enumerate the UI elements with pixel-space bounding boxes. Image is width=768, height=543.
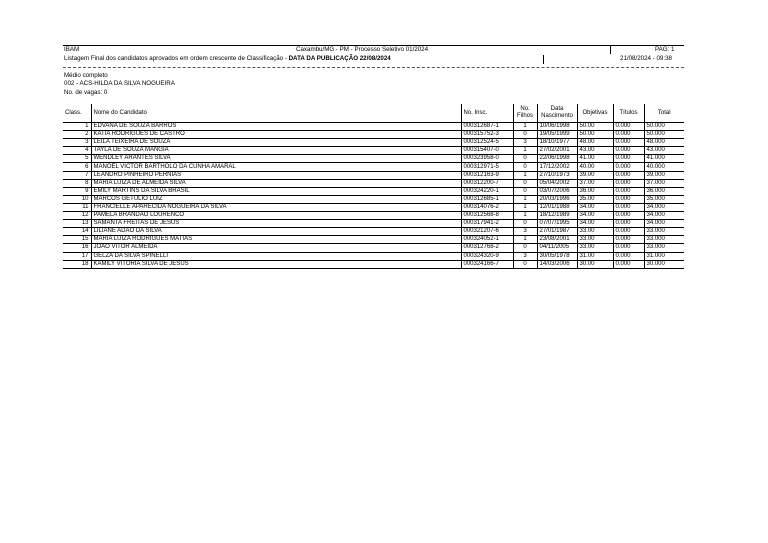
col-header-name: Nome do Candidato (91, 104, 461, 123)
cell-titulos: 0.000 (613, 155, 644, 163)
cell-titulos: 0.000 (613, 203, 644, 211)
cell-nasc: 30/05/1978 (537, 252, 577, 260)
cell-insc: 000324052-1 (461, 236, 513, 244)
cell-name: EMILY MARTINS DA SILVA BRASIL (91, 187, 461, 195)
cell-class: 18 (63, 260, 91, 268)
cell-class: 16 (63, 244, 91, 252)
cell-name: KATIA RODRIGUES DE CASTRO (91, 131, 461, 139)
results-table (63, 104, 684, 269)
cell-titulos: 0.000 (613, 195, 644, 203)
cell-filhos: 3 (513, 139, 537, 147)
cell-nasc: 12/01/1988 (537, 203, 577, 211)
cell-total: 33.000 (644, 236, 684, 244)
cell-name: EDVANA DE SOUZA BARROS (91, 123, 461, 131)
cell-nasc: 14/03/2006 (537, 260, 577, 268)
table-row (63, 187, 684, 195)
cell-insc: 000312685-1 (461, 195, 513, 203)
cell-filhos: 1 (513, 212, 537, 220)
cell-nasc: 20/03/1996 (537, 195, 577, 203)
table-row (63, 220, 684, 228)
cell-total: 34.000 (644, 203, 684, 211)
col-header-filhos-line2: Filhos (516, 113, 533, 119)
cell-titulos: 0.000 (613, 260, 644, 268)
cell-objetivas: 34.00 (577, 203, 613, 211)
cell-titulos: 0.000 (613, 187, 644, 195)
cell-class: 3 (63, 139, 91, 147)
listing-subtitle-regular: Listagem Final dos candidatos aprovados em ordem crescente de Classificação - (64, 55, 289, 62)
table-row (63, 228, 684, 236)
col-header-insc: No. Insc. (461, 104, 513, 123)
cell-name: MARIA LUIZA DE ALMEIDA SILVA (91, 179, 461, 187)
cell-insc: 000324220-1 (461, 187, 513, 195)
cell-titulos: 0.000 (613, 147, 644, 155)
cell-total: 39.000 (644, 171, 684, 179)
cell-name: MANOEL VICTOR BARTHOLO DA CUNHA AMARAL (91, 163, 461, 171)
cell-objetivas: 33.00 (577, 244, 613, 252)
cell-filhos: 1 (513, 171, 537, 179)
cell-objetivas: 43.00 (577, 147, 613, 155)
cell-total: 33.000 (644, 228, 684, 236)
table-row (63, 147, 684, 155)
cell-insc: 000312568-8 (461, 212, 513, 220)
cell-titulos: 0.000 (613, 244, 644, 252)
cell-nasc: 17/12/2002 (537, 163, 577, 171)
cell-objetivas: 39.00 (577, 171, 613, 179)
cell-name: TAYLA DE SOUZA MANGIA (91, 147, 461, 155)
cell-objetivas: 36.00 (577, 187, 613, 195)
table-row (63, 123, 684, 131)
cell-total: 30.000 (644, 260, 684, 268)
cell-objetivas: 48.00 (577, 139, 613, 147)
education-level: Médio completo (64, 72, 108, 79)
generated-datetime: 21/08/2024 - 09:38 (620, 55, 672, 62)
cell-titulos: 0.000 (613, 163, 644, 171)
col-header-titulos: Títulos (613, 104, 644, 123)
cell-titulos: 0.000 (613, 131, 644, 139)
cell-total: 36.000 (644, 187, 684, 195)
cell-name: SAMANTA FREITAS DE JESUS (91, 220, 461, 228)
cell-insc: 000323958-0 (461, 155, 513, 163)
cell-titulos: 0.000 (613, 220, 644, 228)
cell-titulos: 0.000 (613, 179, 644, 187)
cell-total: 34.000 (644, 212, 684, 220)
cell-total: 35.000 (644, 195, 684, 203)
header-divider-1 (610, 45, 611, 54)
cell-titulos: 0.000 (613, 171, 644, 179)
cell-name: FRANCIELLE APARECIDA NOGUEIRA DA SILVA (91, 203, 461, 211)
cell-nasc: 05/04/2002 (537, 179, 577, 187)
cell-nasc: 19/05/1999 (537, 131, 577, 139)
table-body (63, 123, 684, 269)
table-row (63, 252, 684, 260)
table-row (63, 131, 684, 139)
cell-objetivas: 34.00 (577, 220, 613, 228)
cell-objetivas: 34.00 (577, 212, 613, 220)
cell-insc: 000312200-7 (461, 179, 513, 187)
cell-nasc: 18/12/1989 (537, 212, 577, 220)
table-row (63, 155, 684, 163)
table-row (63, 195, 684, 203)
cell-name: PAMELA BRANDAO LOURENCO (91, 212, 461, 220)
cell-total: 50.000 (644, 131, 684, 139)
cell-class: 10 (63, 195, 91, 203)
table-row (63, 139, 684, 147)
table-row (63, 212, 684, 220)
cell-titulos: 0.000 (613, 236, 644, 244)
cell-filhos: 0 (513, 187, 537, 195)
cell-insc: 000321207-6 (461, 228, 513, 236)
col-header-total: Total (644, 104, 684, 123)
cell-insc: 000315752-3 (461, 131, 513, 139)
col-header-class: Class. (65, 109, 82, 116)
cell-filhos: 0 (513, 131, 537, 139)
cell-name: KAMILY VITORIA SILVA DE JESUS (91, 260, 461, 268)
cell-total: 41.000 (644, 155, 684, 163)
cell-insc: 000312687-1 (461, 123, 513, 131)
col-header-nasc (537, 104, 577, 123)
cell-nasc: 04/11/2005 (537, 244, 577, 252)
col-header-nasc-line2: Nascimento (541, 113, 573, 119)
cell-insc: 000324320-9 (461, 252, 513, 260)
cell-class: 8 (63, 179, 91, 187)
cell-class: 4 (63, 147, 91, 155)
cell-titulos: 0.000 (613, 123, 644, 131)
col-header-filhos-line1: No. (520, 106, 530, 112)
cell-filhos: 1 (513, 236, 537, 244)
header-divider-2 (543, 55, 544, 64)
cell-objetivas: 35.00 (577, 195, 613, 203)
cell-name: LILIANE ADAO DA SILVA (91, 228, 461, 236)
cell-class: 11 (63, 203, 91, 211)
cell-class: 9 (63, 187, 91, 195)
cell-objetivas: 30.00 (577, 260, 613, 268)
cell-nasc: 22/06/1998 (537, 155, 577, 163)
col-header-nasc-line1: Data (550, 106, 564, 112)
cell-insc: 000312524-5 (461, 139, 513, 147)
cell-nasc: 23/08/2001 (537, 236, 577, 244)
cell-total: 31.000 (644, 252, 684, 260)
cell-filhos: 0 (513, 155, 537, 163)
vacancies-count: No. de vagas: 0 (64, 89, 108, 96)
cell-filhos: 3 (513, 228, 537, 236)
cell-total: 34.000 (644, 220, 684, 228)
cell-objetivas: 50.00 (577, 123, 613, 131)
cell-class: 5 (63, 155, 91, 163)
cell-insc: 000312163-9 (461, 171, 513, 179)
cell-filhos: 1 (513, 123, 537, 131)
cell-filhos: 0 (513, 220, 537, 228)
cell-objetivas: 50.00 (577, 131, 613, 139)
cell-objetivas: 31.00 (577, 252, 613, 260)
cell-filhos: 1 (513, 195, 537, 203)
header-bottom-rule (63, 67, 684, 68)
cell-class: 17 (63, 252, 91, 260)
page-number: PAG: 1 (655, 46, 675, 53)
cell-total: 48.000 (644, 139, 684, 147)
cell-name: JOAO VITOR ALMEIDA (91, 244, 461, 252)
table-header (63, 104, 684, 123)
cell-objetivas: 41.00 (577, 155, 613, 163)
cell-class: 15 (63, 236, 91, 244)
cell-filhos: 0 (513, 163, 537, 171)
cell-total: 43.000 (644, 147, 684, 155)
process-title: Caxambu/MG - PM - Processo Seletivo 01/2024 (296, 46, 429, 53)
col-header-filhos (513, 104, 537, 123)
cell-filhos: 0 (513, 260, 537, 268)
cell-class: 13 (63, 220, 91, 228)
cell-class: 12 (63, 212, 91, 220)
cell-insc: 000315407-0 (461, 147, 513, 155)
col-header-objetivas: Objetivas (577, 104, 613, 123)
cell-name: WENDLEY ARANTES SILVA (91, 155, 461, 163)
cell-total: 50.000 (644, 123, 684, 131)
cell-insc: 000324166-7 (461, 260, 513, 268)
cell-insc: 000312971-5 (461, 163, 513, 171)
publication-date: DATA DA PUBLICAÇÃO 22/08/2024 (288, 55, 391, 62)
cell-objetivas: 37.00 (577, 179, 613, 187)
cell-insc: 000312768-2 (461, 244, 513, 252)
cell-titulos: 0.000 (613, 252, 644, 260)
cell-nasc: 18/10/1977 (537, 139, 577, 147)
cell-titulos: 0.000 (613, 228, 644, 236)
table-row (63, 236, 684, 244)
cell-name: GELZA DA SILVA SPINELLI (91, 252, 461, 260)
cell-name: LEANDRO PINHEIRO PERNIAS (91, 171, 461, 179)
table-row (63, 260, 684, 268)
cell-name: LEILA TEIXEIRA DE SOUZA (91, 139, 461, 147)
table-header-row (63, 104, 684, 123)
cell-filhos: 0 (513, 179, 537, 187)
table-row (63, 244, 684, 252)
cell-total: 37.000 (644, 179, 684, 187)
cell-filhos: 1 (513, 147, 537, 155)
cell-insc: 000317941-2 (461, 220, 513, 228)
cell-insc: 000314076-2 (461, 203, 513, 211)
table-row (63, 179, 684, 187)
cell-titulos: 0.000 (613, 139, 644, 147)
cell-objetivas: 33.00 (577, 228, 613, 236)
cell-name: MARIA LUIZA RODRIGUES MATIAS (91, 236, 461, 244)
position-name: 002 - ACS-HILDA DA SILVA NOGUEIRA (64, 80, 175, 87)
cell-name: MARCOS GETULIO LUIZ (91, 195, 461, 203)
cell-nasc: 27/02/2001 (537, 147, 577, 155)
cell-nasc: 03/07/2006 (537, 187, 577, 195)
cell-total: 40.000 (644, 163, 684, 171)
cell-filhos: 1 (513, 203, 537, 211)
cell-class: 6 (63, 163, 91, 171)
cell-titulos: 0.000 (613, 212, 644, 220)
cell-nasc: 27/01/1987 (537, 228, 577, 236)
table-row (63, 171, 684, 179)
cell-objetivas: 40.00 (577, 163, 613, 171)
cell-nasc: 07/07/1995 (537, 220, 577, 228)
cell-filhos: 3 (513, 252, 537, 260)
listing-subtitle (64, 55, 391, 62)
cell-nasc: 10/06/1998 (537, 123, 577, 131)
cell-class: 1 (63, 123, 91, 131)
table-row (63, 163, 684, 171)
org-name: IBAM (64, 46, 80, 53)
table-row (63, 203, 684, 211)
cell-class: 2 (63, 131, 91, 139)
cell-class: 14 (63, 228, 91, 236)
cell-total: 33.000 (644, 244, 684, 252)
cell-nasc: 27/10/1973 (537, 171, 577, 179)
cell-objetivas: 33.00 (577, 236, 613, 244)
cell-class: 7 (63, 171, 91, 179)
cell-filhos: 0 (513, 244, 537, 252)
